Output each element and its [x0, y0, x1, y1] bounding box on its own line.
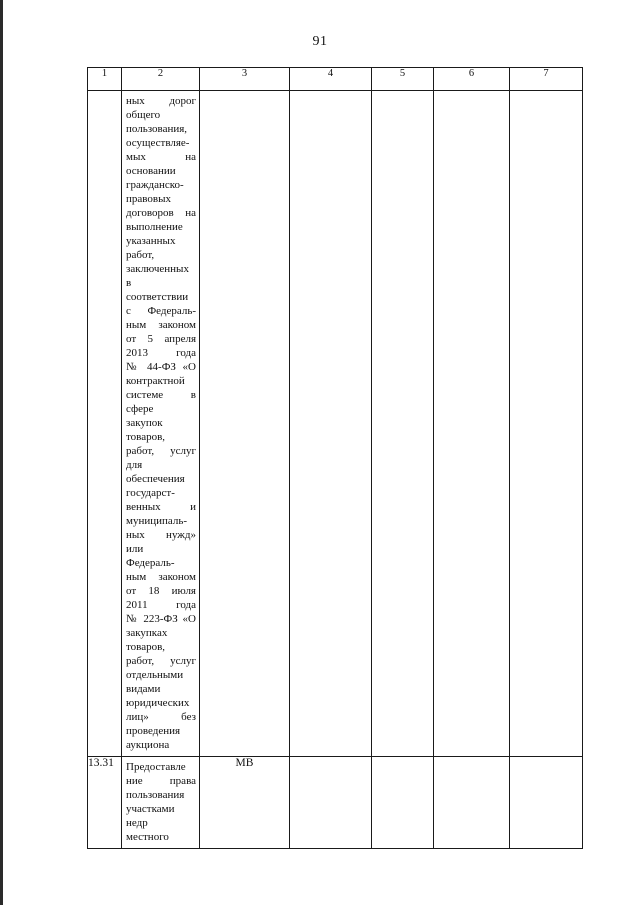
column-header-1: 1 — [88, 68, 122, 91]
description-line: для — [126, 459, 143, 471]
description-line: отдельными — [126, 669, 184, 681]
description-line: заключенных — [126, 263, 189, 275]
description-line: ным законом — [126, 319, 196, 331]
column-6-cell — [434, 91, 510, 757]
description-line: 2011 года — [126, 599, 196, 611]
column-4-cell — [290, 91, 372, 757]
description-line: товаров, — [126, 641, 166, 653]
description-line: ным законом — [126, 571, 196, 583]
header-row — [88, 68, 583, 91]
service-description-cell — [122, 757, 200, 849]
description-line: соответствии — [126, 291, 189, 303]
description-line: правовых — [126, 193, 171, 205]
description-line: закупок — [126, 417, 163, 429]
description-line: аукциона — [126, 739, 170, 751]
column-header-5: 5 — [372, 68, 434, 91]
description-line: товаров, — [126, 431, 166, 443]
description-line: контрактной — [126, 375, 185, 387]
description-line: ных нужд» — [126, 529, 196, 541]
description-line: выполнение — [126, 221, 183, 233]
description-line: работ, услуг — [126, 445, 196, 457]
description-line: мых на — [126, 151, 196, 163]
column-header-3: 3 — [200, 68, 290, 91]
description-line: с Федераль- — [126, 305, 196, 317]
column-4-cell — [290, 757, 372, 849]
column-7-cell — [510, 91, 583, 757]
description-line: видами — [126, 683, 161, 695]
description-line: муниципаль- — [126, 515, 188, 527]
description-line: основании — [126, 165, 176, 177]
description-line: в — [126, 277, 132, 289]
column-header-2: 2 — [122, 68, 200, 91]
column-5-cell — [372, 757, 434, 849]
description-line: Предоставле — [126, 761, 186, 773]
description-line: обеспечения — [126, 473, 185, 485]
service-table — [87, 67, 583, 849]
column-header-6: 6 — [434, 68, 510, 91]
column-header-7: 7 — [510, 68, 583, 91]
row-number — [88, 91, 122, 757]
description-line: гражданско- — [126, 179, 184, 191]
page-number: 91 — [312, 34, 328, 49]
description-line: ных дорог — [126, 95, 196, 107]
column-6-cell — [434, 757, 510, 849]
description-line: работ, — [126, 249, 155, 261]
description-line: № 44-ФЗ «О — [126, 361, 196, 373]
description-line: пользования, — [126, 123, 188, 135]
description-line: или — [126, 543, 144, 555]
description-line: пользования — [126, 789, 185, 801]
description-line: системе в — [126, 389, 196, 401]
description-line: 2013 года — [126, 347, 196, 359]
description-line: Федераль- — [126, 557, 175, 569]
description-line: венных и — [126, 501, 196, 513]
description-line: закупках — [126, 627, 168, 639]
description-line: местного — [126, 831, 169, 843]
service-description — [122, 91, 199, 756]
service-description-cell — [122, 91, 200, 757]
scan-edge — [0, 0, 3, 905]
table-row — [88, 757, 583, 849]
description-line: от 5 апреля — [126, 333, 196, 345]
column-5-cell — [372, 91, 434, 757]
description-line: работ, услуг — [126, 655, 196, 667]
description-line: договоров на — [126, 207, 196, 219]
column-3-cell: МВ — [200, 757, 290, 849]
description-line: проведения — [126, 725, 181, 737]
description-line: общего — [126, 109, 161, 121]
description-line: от 18 июля — [126, 585, 196, 597]
description-line: государст- — [126, 487, 175, 499]
description-line: участками — [126, 803, 175, 815]
service-description — [122, 757, 199, 848]
description-line: указанных — [126, 235, 176, 247]
description-line: ние права — [126, 775, 196, 787]
description-line: лиц» без — [126, 711, 196, 723]
description-line: недр — [126, 817, 148, 829]
description-line: № 223-ФЗ «О — [126, 613, 196, 625]
column-header-4: 4 — [290, 68, 372, 91]
table-row — [88, 91, 583, 757]
description-line: юридических — [126, 697, 190, 709]
column-3-cell — [200, 91, 290, 757]
row-number: 13.31 — [88, 757, 122, 849]
description-line: сфере — [126, 403, 154, 415]
description-line: осуществляе- — [126, 137, 190, 149]
column-7-cell — [510, 757, 583, 849]
